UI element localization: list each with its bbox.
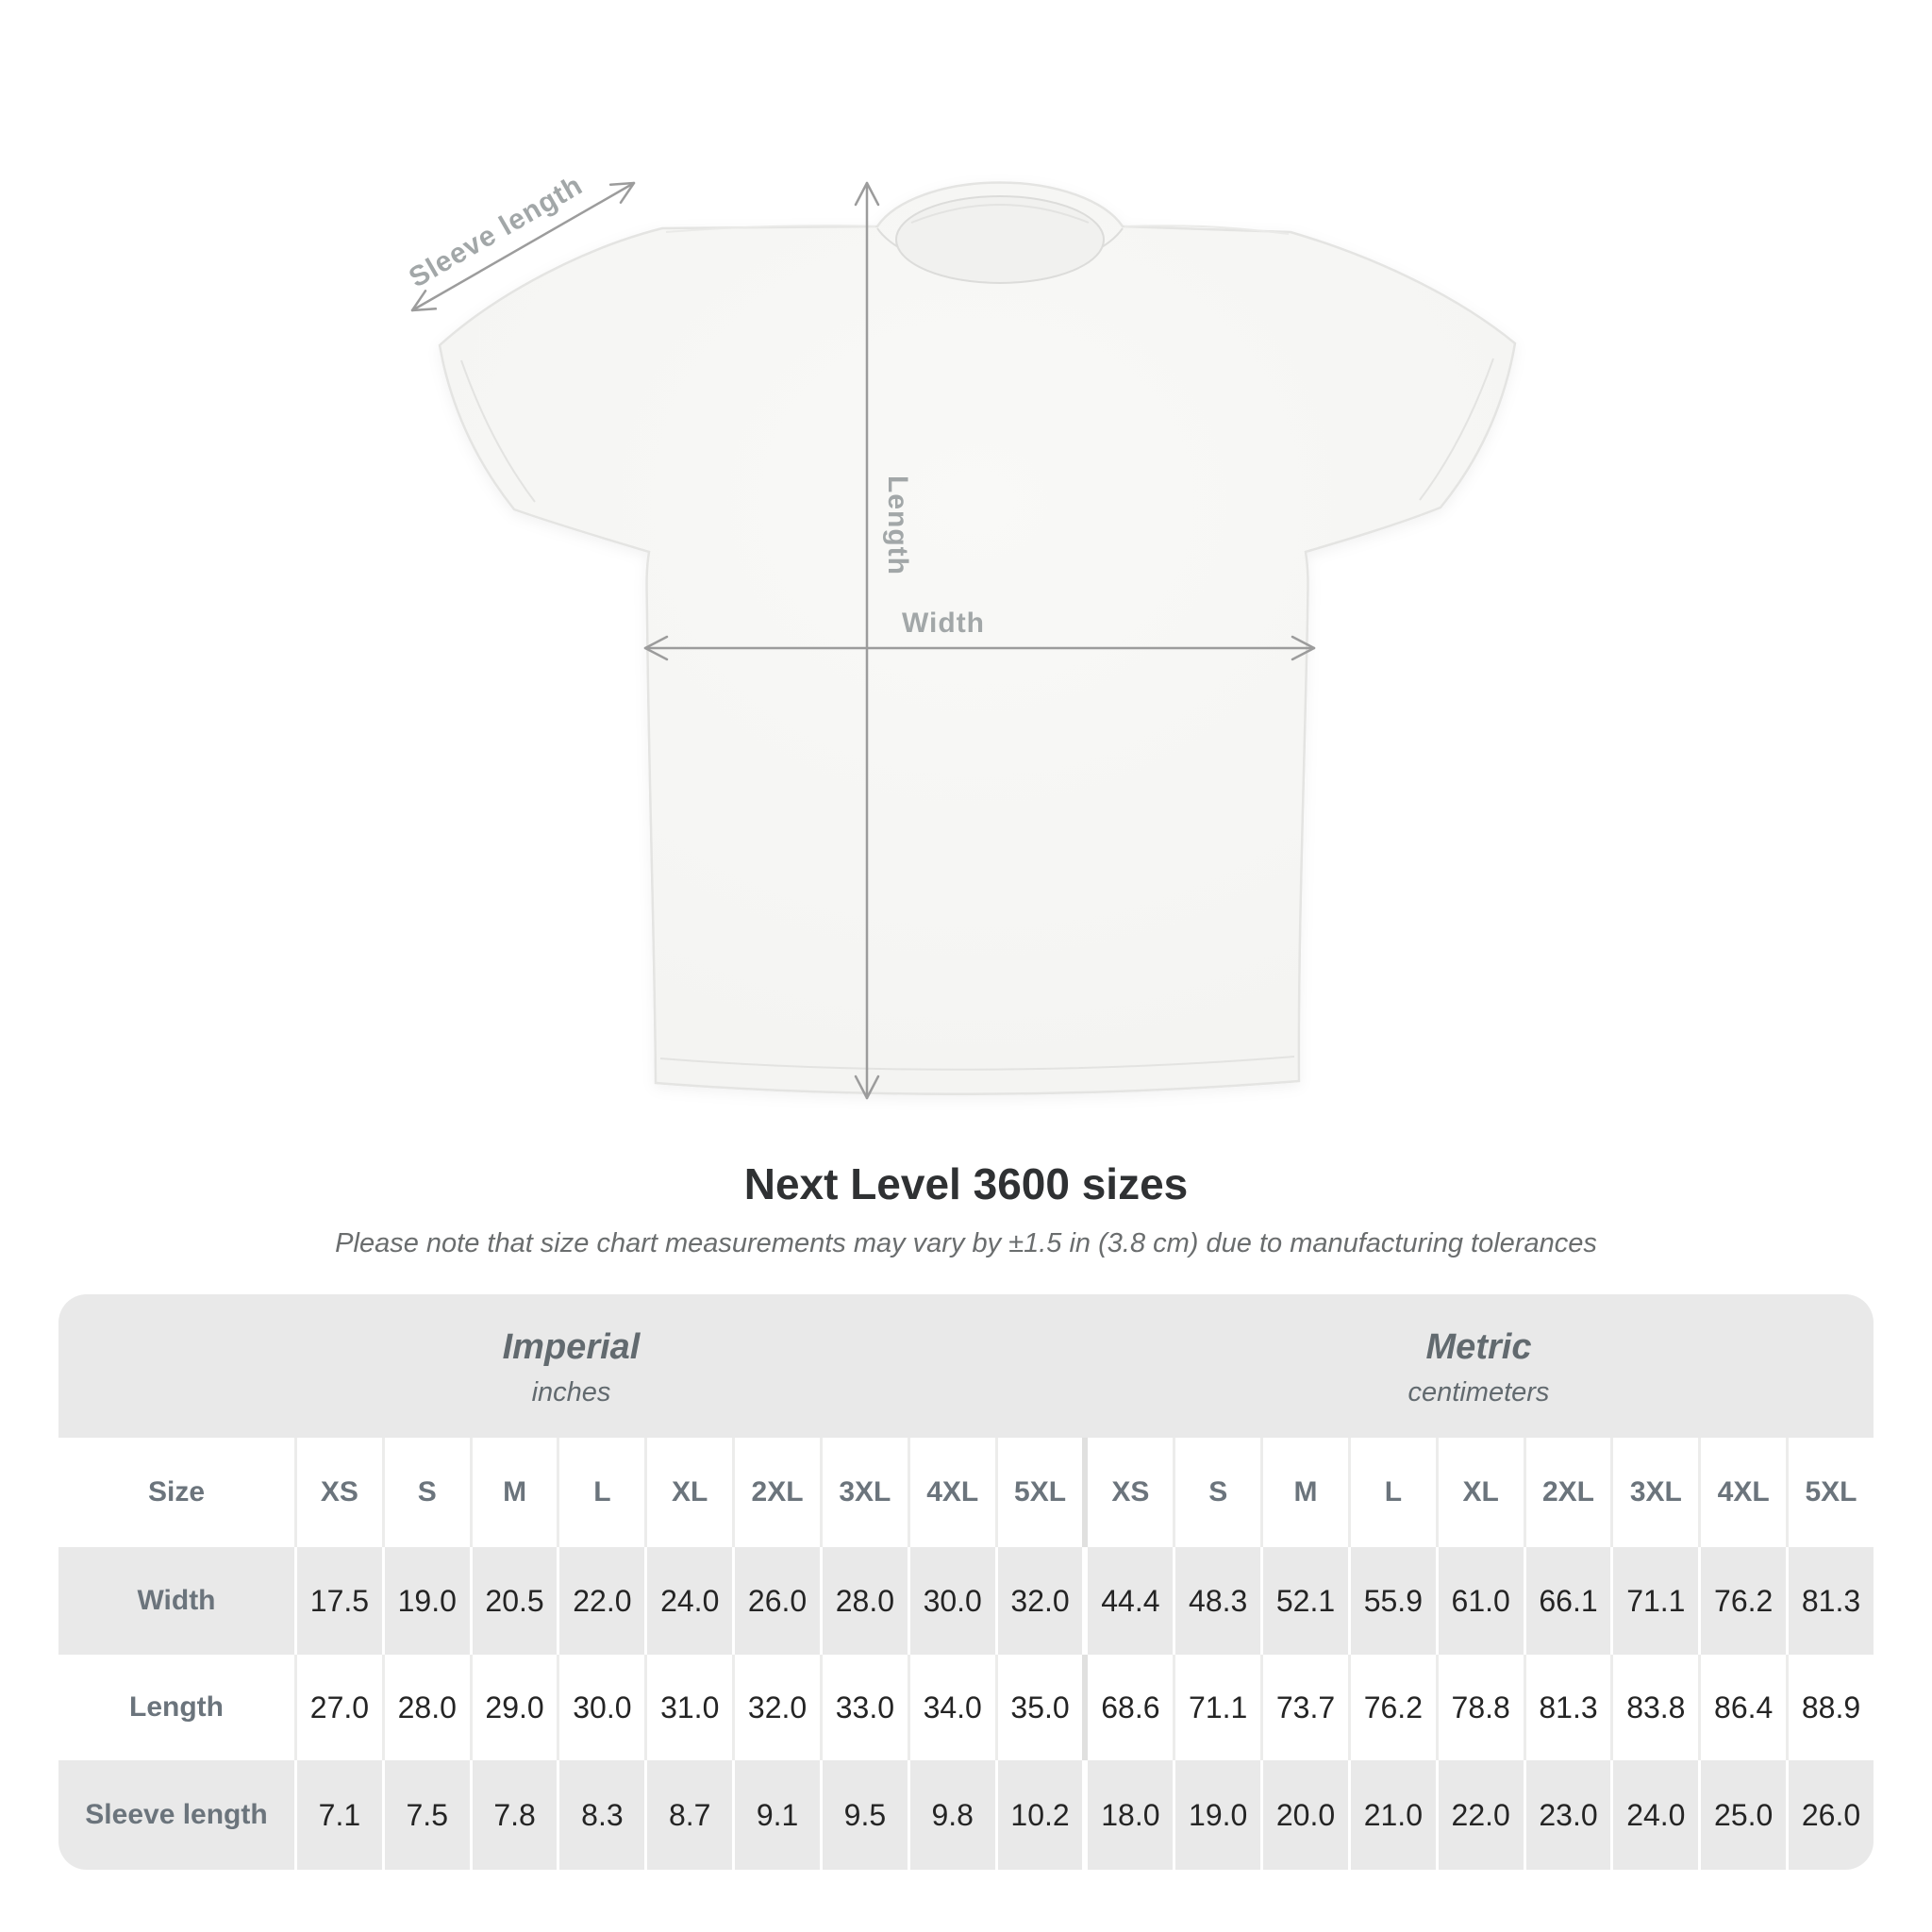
value-cell: 21.0 xyxy=(1348,1760,1436,1870)
size-column-label: Size xyxy=(147,1476,206,1507)
table-row-sizes xyxy=(58,1438,1874,1547)
size-header: XS xyxy=(1082,1438,1173,1547)
value-cell: 26.0 xyxy=(732,1547,820,1655)
value-cell: 19.0 xyxy=(1173,1760,1260,1870)
value-cell: 44.4 xyxy=(1082,1547,1173,1655)
page-title: Next Level 3600 sizes xyxy=(743,1159,1189,1208)
value-cell: 20.5 xyxy=(470,1547,558,1655)
size-header: 3XL xyxy=(820,1438,908,1547)
size-header: XL xyxy=(644,1438,732,1547)
value-cell: 73.7 xyxy=(1260,1655,1348,1760)
size-table xyxy=(58,1294,1874,1870)
value-cell: 76.2 xyxy=(1348,1655,1436,1760)
value-cell: 61.0 xyxy=(1436,1547,1524,1655)
row-label: Length xyxy=(129,1691,224,1723)
imperial-unit: inches xyxy=(531,1377,611,1407)
size-header: XL xyxy=(1436,1438,1524,1547)
value-cell: 81.3 xyxy=(1786,1547,1874,1655)
size-header: L xyxy=(557,1438,644,1547)
value-cell: 8.3 xyxy=(557,1760,644,1870)
unit-band xyxy=(58,1294,1874,1438)
value-cell: 23.0 xyxy=(1524,1760,1611,1870)
imperial-band xyxy=(58,1294,1084,1438)
value-cell: 76.2 xyxy=(1698,1547,1786,1655)
value-cell: 22.0 xyxy=(1436,1760,1524,1870)
value-cell: 18.0 xyxy=(1082,1760,1173,1870)
row-label: Width xyxy=(137,1585,216,1616)
size-header: 5XL xyxy=(995,1438,1083,1547)
value-cell: 20.0 xyxy=(1260,1760,1348,1870)
value-cell: 30.0 xyxy=(908,1547,995,1655)
table-row-sleeve-length xyxy=(58,1760,1874,1870)
sleeve-length-label: Sleeve length xyxy=(404,169,589,294)
value-cell: 25.0 xyxy=(1698,1760,1786,1870)
size-header: L xyxy=(1348,1438,1436,1547)
table-row-length xyxy=(58,1655,1874,1760)
value-cell: 30.0 xyxy=(557,1655,644,1760)
size-header: S xyxy=(1173,1438,1260,1547)
value-cell: 83.8 xyxy=(1610,1655,1698,1760)
value-cell: 8.7 xyxy=(644,1760,732,1870)
value-cell: 71.1 xyxy=(1173,1655,1260,1760)
table-row-width xyxy=(58,1547,1874,1655)
value-cell: 7.1 xyxy=(294,1760,382,1870)
value-cell: 9.1 xyxy=(732,1760,820,1870)
value-cell: 27.0 xyxy=(294,1655,382,1760)
value-cell: 86.4 xyxy=(1698,1655,1786,1760)
value-cell: 22.0 xyxy=(557,1547,644,1655)
value-cell: 17.5 xyxy=(294,1547,382,1655)
value-cell: 32.0 xyxy=(995,1547,1083,1655)
value-cell: 66.1 xyxy=(1524,1547,1611,1655)
value-cell: 88.9 xyxy=(1786,1655,1874,1760)
size-header: S xyxy=(382,1438,470,1547)
value-cell: 10.2 xyxy=(995,1760,1083,1870)
imperial-title: Imperial xyxy=(502,1327,641,1367)
value-cell: 32.0 xyxy=(732,1655,820,1760)
value-cell: 48.3 xyxy=(1173,1547,1260,1655)
metric-title: Metric xyxy=(1425,1327,1532,1367)
value-cell: 31.0 xyxy=(644,1655,732,1760)
value-cell: 28.0 xyxy=(820,1547,908,1655)
collar-opening xyxy=(896,196,1104,283)
size-header: 2XL xyxy=(732,1438,820,1547)
size-header: XS xyxy=(294,1438,382,1547)
value-cell: 26.0 xyxy=(1786,1760,1874,1870)
value-cell: 68.6 xyxy=(1082,1655,1173,1760)
value-cell: 7.8 xyxy=(470,1760,558,1870)
size-header: 2XL xyxy=(1524,1438,1611,1547)
size-header: M xyxy=(470,1438,558,1547)
value-cell: 52.1 xyxy=(1260,1547,1348,1655)
value-cell: 55.9 xyxy=(1348,1547,1436,1655)
metric-band xyxy=(1084,1294,1874,1438)
value-cell: 29.0 xyxy=(470,1655,558,1760)
value-cell: 24.0 xyxy=(1610,1760,1698,1870)
value-cell: 34.0 xyxy=(908,1655,995,1760)
width-label: Width xyxy=(901,608,986,639)
value-cell: 71.1 xyxy=(1610,1547,1698,1655)
size-header: M xyxy=(1260,1438,1348,1547)
size-header: 5XL xyxy=(1786,1438,1874,1547)
size-header: 3XL xyxy=(1610,1438,1698,1547)
value-cell: 35.0 xyxy=(995,1655,1083,1760)
value-cell: 19.0 xyxy=(382,1547,470,1655)
value-cell: 33.0 xyxy=(820,1655,908,1760)
value-cell: 9.8 xyxy=(908,1760,995,1870)
row-label: Sleeve length xyxy=(85,1799,268,1830)
metric-unit: centimeters xyxy=(1407,1377,1550,1407)
value-cell: 28.0 xyxy=(382,1655,470,1760)
value-cell: 81.3 xyxy=(1524,1655,1611,1760)
value-cell: 9.5 xyxy=(820,1760,908,1870)
value-cell: 78.8 xyxy=(1436,1655,1524,1760)
length-label: Length xyxy=(882,475,913,575)
tolerance-note: Please note that size chart measurements may vary by ±1.5 in (3.8 cm) due to manufacturing tolerances xyxy=(335,1228,1597,1258)
size-header: 4XL xyxy=(1698,1438,1786,1547)
value-cell: 24.0 xyxy=(644,1547,732,1655)
size-header: 4XL xyxy=(908,1438,995,1547)
value-cell: 7.5 xyxy=(382,1760,470,1870)
